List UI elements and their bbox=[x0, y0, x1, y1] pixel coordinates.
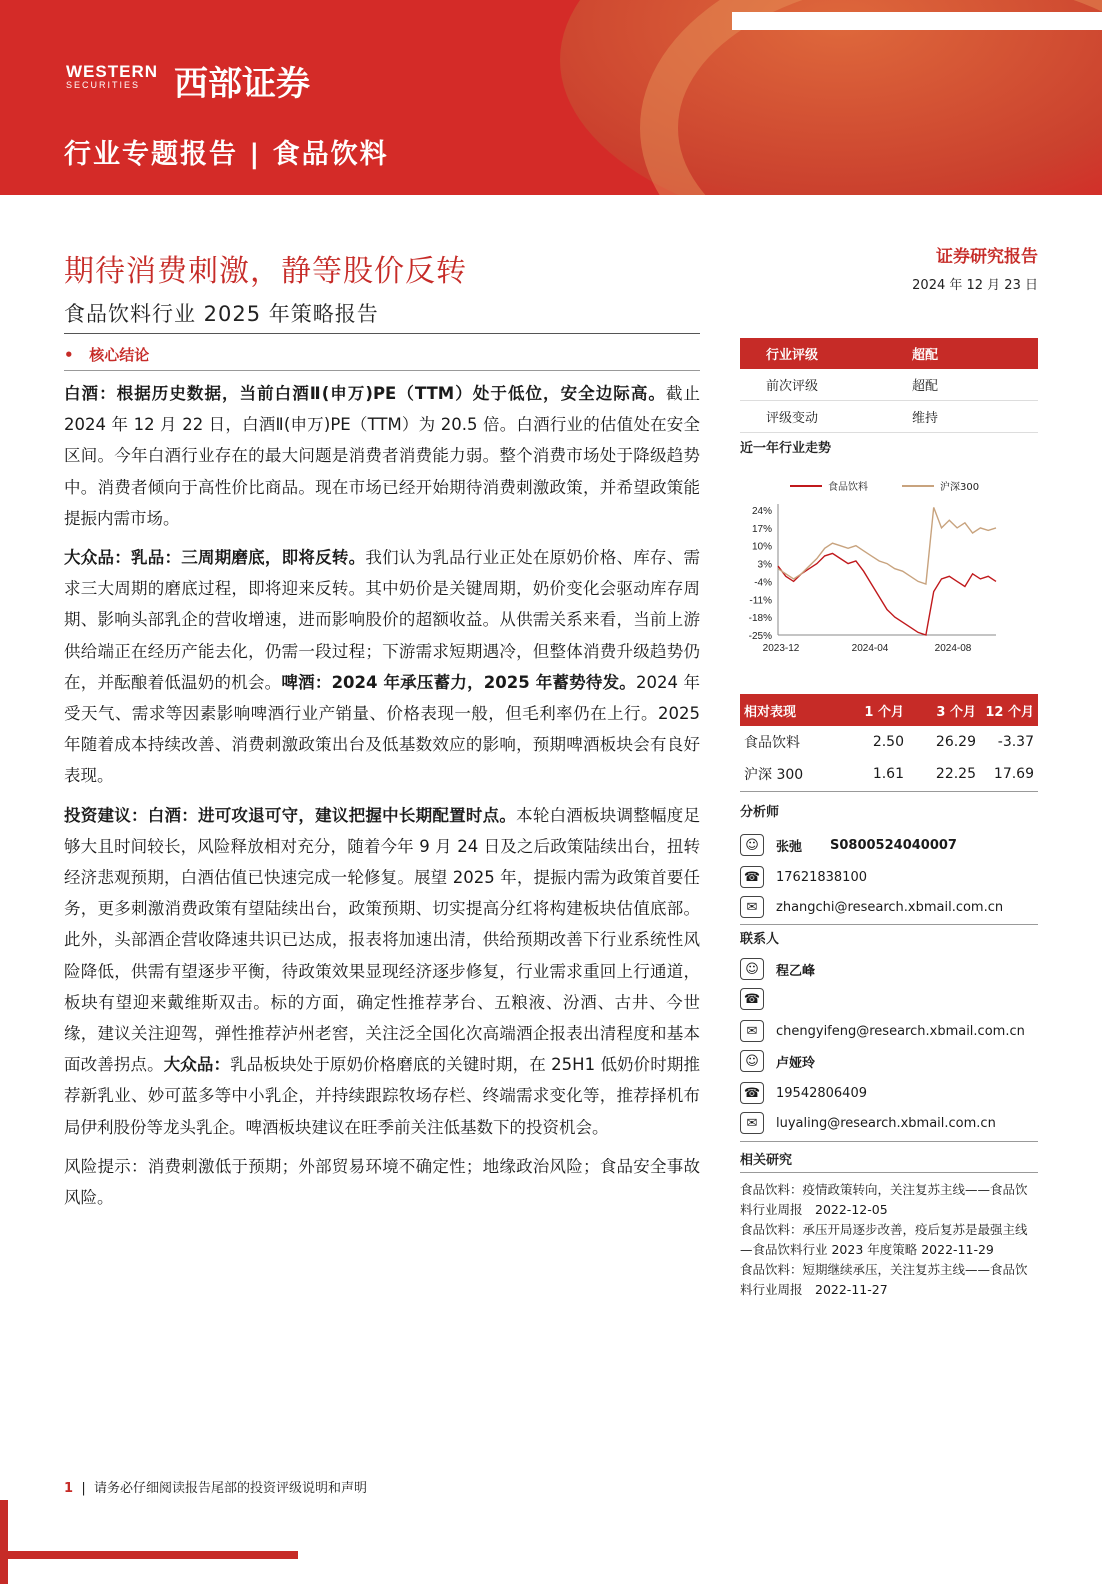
cell-value: 26.29 bbox=[935, 734, 976, 750]
performance-header bbox=[740, 694, 1038, 726]
section-divider bbox=[740, 1141, 1038, 1142]
rating-table bbox=[740, 338, 1038, 433]
series-line bbox=[778, 553, 996, 635]
contacts-heading: 联系人 bbox=[740, 932, 780, 947]
paragraph-dairy-beer bbox=[64, 542, 700, 792]
analyst-phone-row bbox=[740, 866, 867, 888]
legend-label: 沪深300 bbox=[940, 482, 980, 493]
contact-phone: 19542806409 bbox=[776, 1085, 867, 1101]
row-name: 食品饮料 bbox=[744, 735, 800, 751]
rating-value: 超配 bbox=[912, 348, 939, 363]
contact1-email-row bbox=[740, 1020, 1025, 1042]
y-tick-label: 3% bbox=[757, 559, 772, 571]
contact1-name-row bbox=[740, 958, 815, 980]
x-tick-label: 2024-08 bbox=[934, 643, 972, 654]
section-divider bbox=[740, 791, 1038, 792]
y-tick-label: 17% bbox=[751, 523, 772, 535]
sub-title: 食品饮料行业 2025 年策略报告 bbox=[64, 302, 379, 326]
contact1-phone-row bbox=[740, 988, 776, 1010]
corner-decoration bbox=[0, 1551, 298, 1559]
page-number: 1 bbox=[64, 1481, 74, 1496]
analyst-name: 张弛 bbox=[776, 839, 803, 855]
y-tick-label: 10% bbox=[751, 541, 772, 553]
contact2-phone-row bbox=[740, 1082, 867, 1104]
paragraph-text: 2024 年受天气、需求等因素影响啤酒行业产销量、价格表现一般，但毛利率仍在上行。2025 年随着成本持续改善、消费刺激政策出台及低基数效应的影响，预期啤酒板块会有良好表现。 bbox=[64, 672, 700, 786]
report-date: 2024 年 12 月 23 日 bbox=[912, 278, 1038, 293]
paragraph-risk: 风险提示：消费刺激低于预期；外部贸易环境不确定性；地缘政治风险；食品安全事故风险。 bbox=[64, 1156, 700, 1208]
paragraph-lead: 投资建议：白酒：进可攻退可守，建议把握中长期配置时点。 bbox=[64, 805, 517, 825]
core-heading-text: 核心结论 bbox=[89, 346, 150, 364]
footer-separator: | bbox=[77, 1481, 90, 1496]
corner-decoration bbox=[0, 1500, 8, 1584]
rating-label: 评级变动 bbox=[766, 411, 819, 426]
analyst-cert: S0800524040007 bbox=[830, 837, 957, 853]
cell-value: 1.61 bbox=[872, 766, 904, 782]
rating-value: 维持 bbox=[912, 411, 939, 426]
y-tick-label: -4% bbox=[754, 577, 772, 589]
col-header: 3 个月 bbox=[936, 704, 976, 720]
report-type: 证券研究报告 bbox=[936, 247, 1038, 267]
rating-row bbox=[740, 338, 1038, 369]
rating-row bbox=[740, 369, 1038, 401]
logo-en-sub: SECURITIES bbox=[66, 80, 141, 90]
cell-value: 2.50 bbox=[872, 734, 904, 750]
rating-value: 超配 bbox=[912, 379, 939, 394]
main-title: 期待消费刺激，静等股价反转 bbox=[64, 254, 467, 289]
x-tick-label: 2023-12 bbox=[762, 643, 800, 654]
report-category: 行业专题报告 | 食品饮料 bbox=[64, 139, 389, 170]
cell-value: 17.69 bbox=[993, 766, 1034, 782]
paragraph-baijiu bbox=[64, 378, 700, 534]
analyst-email[interactable]: zhangchi@research.xbmail.com.cn bbox=[776, 899, 1004, 915]
paragraph-text: 截止 2024 年 12 月 22 日，白酒Ⅱ(申万)PE（TTM）为 20.5 倍。白酒行业的估值处在安全区间。今年白酒行业存在的最大问题是消费者消费能力弱。整个消费市场处于降级趋势中。消费者倾向于高性价比商品。现在市场已经开始期待消费刺激政策，并希望政策能提振内需市场。 bbox=[64, 384, 701, 528]
trend-chart-svg bbox=[740, 460, 1038, 660]
x-tick-label: 2024-04 bbox=[851, 643, 889, 654]
header-banner bbox=[0, 0, 1102, 195]
contact-name: 程乙峰 bbox=[776, 963, 816, 979]
email-icon: ✉ bbox=[740, 1020, 764, 1042]
trend-chart bbox=[740, 460, 1038, 660]
paragraph-text: 本轮白酒板块调整幅度足够大且时间较长，风险释放相对充分，随着今年 9 月 24 日及之后政策陆续出台，扭转经济悲观预期，白酒估值已快速完成一轮修复。展望 2025 年，提振内需为政策首要任务，更多刺激消费政策有望陆续出台，政策预期、切实提高分红将构建板块估值底部。此外，头部酒企营收降速共识已达成，报表将加速出清，供给预期改善下行业系统性风险降低，供需有望逐步平衡，待政策效果显现经济逐步修复，行业需求重回上行通道，板块有望迎来戴维斯双击。标的方面，确定性推荐茅台、五粮液、汾酒、古井、今世缘，建议关注迎驾，弹性推荐泸州老窖，关注泛全国化次高端酒企报表出清程度和基本面改善拐点。 bbox=[64, 805, 701, 1075]
person-icon: ☺ bbox=[740, 834, 764, 856]
section-divider bbox=[740, 924, 1038, 925]
table-row bbox=[740, 726, 1038, 758]
phone-icon: ☎ bbox=[740, 866, 764, 888]
footer-note: 请务必仔细阅读报告尾部的投资评级说明和声明 bbox=[93, 1481, 367, 1496]
person-icon: ☺ bbox=[740, 1050, 764, 1072]
related-item[interactable]: 食品饮料：承压开局逐步改善，疫后复苏是最强主线—食品饮料行业 2023 年度策略 2022-11-29 bbox=[740, 1222, 1028, 1257]
paragraph-lead: 白酒：根据历史数据，当前白酒Ⅱ(申万)PE（TTM）处于低位，安全边际高。 bbox=[64, 384, 666, 403]
col-header: 1 个月 bbox=[864, 704, 904, 720]
footer bbox=[64, 1477, 367, 1496]
core-heading: • 核心结论 bbox=[64, 346, 150, 364]
y-tick-label: -11% bbox=[749, 595, 772, 607]
contact-name: 卢娅玲 bbox=[776, 1055, 816, 1071]
body-text bbox=[64, 378, 700, 1221]
trend-heading: 近一年行业走势 bbox=[740, 441, 832, 456]
paragraph-investment bbox=[64, 800, 700, 1143]
col-header: 12 个月 bbox=[985, 704, 1034, 720]
table-row bbox=[740, 758, 1038, 790]
y-tick-label: -25% bbox=[748, 631, 772, 642]
legend-label: 食品饮料 bbox=[828, 482, 868, 493]
company-logo bbox=[66, 62, 310, 104]
email-icon: ✉ bbox=[740, 896, 764, 918]
logo-en: WESTERN bbox=[66, 62, 158, 81]
contact-email[interactable]: chengyifeng@research.xbmail.com.cn bbox=[776, 1023, 1025, 1039]
paragraph-lead: 大众品： bbox=[163, 1055, 231, 1075]
paragraph-lead: 大众品：乳品：三周期磨底，即将反转。 bbox=[64, 548, 366, 568]
related-heading: 相关研究 bbox=[740, 1153, 793, 1168]
paragraph-text: 我们认为乳品行业正处在原奶价格、库存、需求三大周期的磨底过程，即将迎来反转。其中奶价是关键周期，奶价变化会驱动库存周期、影响头部乳企的营收增速，进而影响股价的超额收益。从供需关系来看，当前上游供给端正在经历产能去化，仍需一段过程；下游需求短期遇冷，但整体消费升级趋势仍在，并酝酿着低温奶的机会。 bbox=[64, 548, 701, 692]
contact2-email-row bbox=[740, 1112, 996, 1134]
rating-label: 行业评级 bbox=[766, 348, 819, 363]
series-line bbox=[778, 507, 996, 584]
section-divider bbox=[740, 1172, 1038, 1173]
paragraph-lead: 啤酒：2024 年承压蓄力，2025 年蓄势待发。 bbox=[281, 672, 637, 692]
analyst-email-row bbox=[740, 896, 1003, 918]
person-icon: ☺ bbox=[740, 958, 764, 980]
email-icon: ✉ bbox=[740, 1112, 764, 1134]
paragraph-text: 乳品板块处于原奶价格磨底的关键时期，在 25H1 低奶价时期推荐新乳业、妙可蓝多等中小乳企，并持续跟踪牧场存栏、终端需求变化等，推荐择机布局伊利股份等龙头乳企。啤酒板块建议在旺季前关注低基数下的投资机会。 bbox=[64, 1055, 701, 1137]
rating-label: 前次评级 bbox=[766, 379, 819, 394]
core-divider bbox=[64, 370, 700, 371]
contact2-name-row bbox=[740, 1050, 815, 1072]
phone-icon: ☎ bbox=[740, 1082, 764, 1104]
related-list bbox=[740, 1180, 1038, 1300]
cell-value: -3.37 bbox=[997, 734, 1034, 750]
row-name: 沪深 300 bbox=[744, 767, 804, 783]
analyst-phone: 17621838100 bbox=[776, 869, 867, 885]
phone-icon: ☎ bbox=[740, 988, 764, 1010]
y-tick-label: -18% bbox=[748, 613, 772, 625]
performance-table bbox=[740, 694, 1038, 790]
logo-cn: 西部证券 bbox=[174, 64, 310, 104]
analyst-name-row bbox=[740, 834, 957, 856]
col-header: 相对表现 bbox=[744, 704, 797, 720]
analyst-heading: 分析师 bbox=[740, 805, 780, 820]
related-item[interactable]: 食品饮料：疫情政策转向，关注复苏主线——食品饮料行业周报 2022-12-05 bbox=[740, 1182, 1028, 1217]
title-divider bbox=[64, 333, 700, 334]
y-tick-label: 24% bbox=[751, 506, 772, 517]
cell-value: 22.25 bbox=[935, 766, 976, 782]
related-item[interactable]: 食品饮料：短期继续承压，关注复苏主线——食品饮料行业周报 2022-11-27 bbox=[740, 1262, 1028, 1297]
banner-white-bar bbox=[732, 12, 1102, 30]
contact-email[interactable]: luyaling@research.xbmail.com.cn bbox=[776, 1115, 996, 1131]
rating-row bbox=[740, 401, 1038, 433]
